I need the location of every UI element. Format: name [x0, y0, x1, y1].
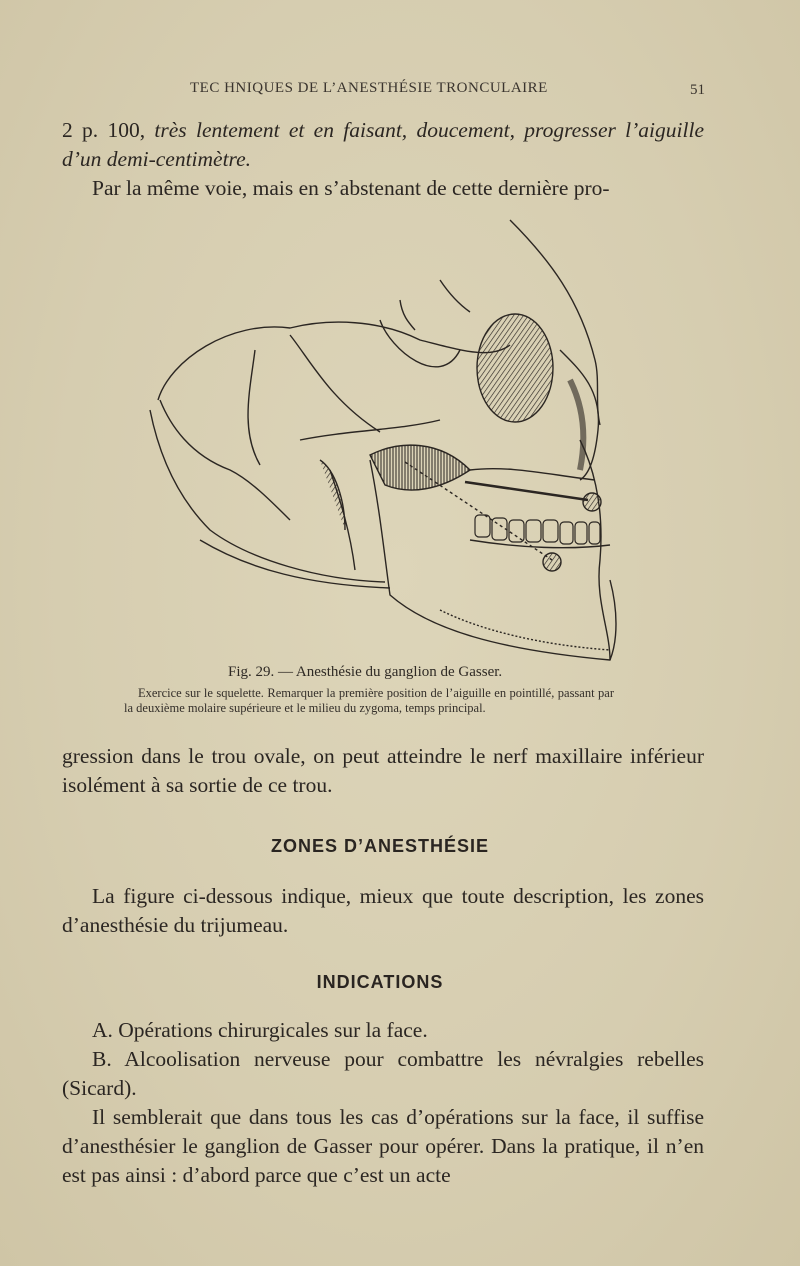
- indication-item-b: B. Alcoolisation nerveuse pour combattre les névralgies rebelles (Sicard).: [62, 1047, 704, 1100]
- para1-italic: très lentement et en faisant, doucement, progresser l’aiguille d’un demi-centimètre.: [62, 118, 704, 171]
- page-number: 51: [690, 82, 705, 98]
- indication-item-a: A. Opérations chirurgicales sur la face.: [92, 1018, 428, 1042]
- paragraph-2: [62, 742, 704, 800]
- paragraph-zones-text: La figure ci-dessous indique, mieux que toute description, les zones d’anesthésie du trijumeau.: [62, 884, 704, 937]
- figure-title: Fig. 29. — Anesthésie du ganglion de Gasser.: [228, 664, 503, 680]
- indications-text: Il semblerait que dans tous les cas d’opérations sur la face, il suffise d’anesthésier le ganglion de Gasser pour opérer. Dans la pratique, il n’en est pas ainsi : d’abord parce que c’est un acte: [62, 1105, 704, 1187]
- paragraph-zones: [62, 882, 704, 940]
- figure-caption-text: Exercice sur le squelette. Remarquer la première position de l’aiguille en pointillé, passant par la deuxième molaire supérieure et le milieu du zygoma, temps principal.: [124, 686, 614, 715]
- figure-caption: [124, 686, 614, 715]
- paragraph-1: [62, 116, 704, 203]
- running-header: TEC HNIQUES DE L’ANESTHÉSIE TRONCULAIRE: [190, 80, 548, 96]
- section-heading-indications: INDICATIONS: [316, 972, 444, 992]
- section-heading-zones: ZONES D’ANESTHÉSIE: [270, 836, 490, 856]
- paragraph-indications: [62, 1016, 704, 1190]
- paragraph-2-text: gression dans le trou ovale, on peut atteindre le nerf maxillaire inférieur isolément à sa sortie de ce trou.: [62, 744, 704, 797]
- para1-start: 2 p. 100,: [62, 118, 155, 142]
- para1-continuation: Par la même voie, mais en s’abstenant de cette dernière pro-: [92, 176, 610, 200]
- skull-illustration: [140, 200, 630, 670]
